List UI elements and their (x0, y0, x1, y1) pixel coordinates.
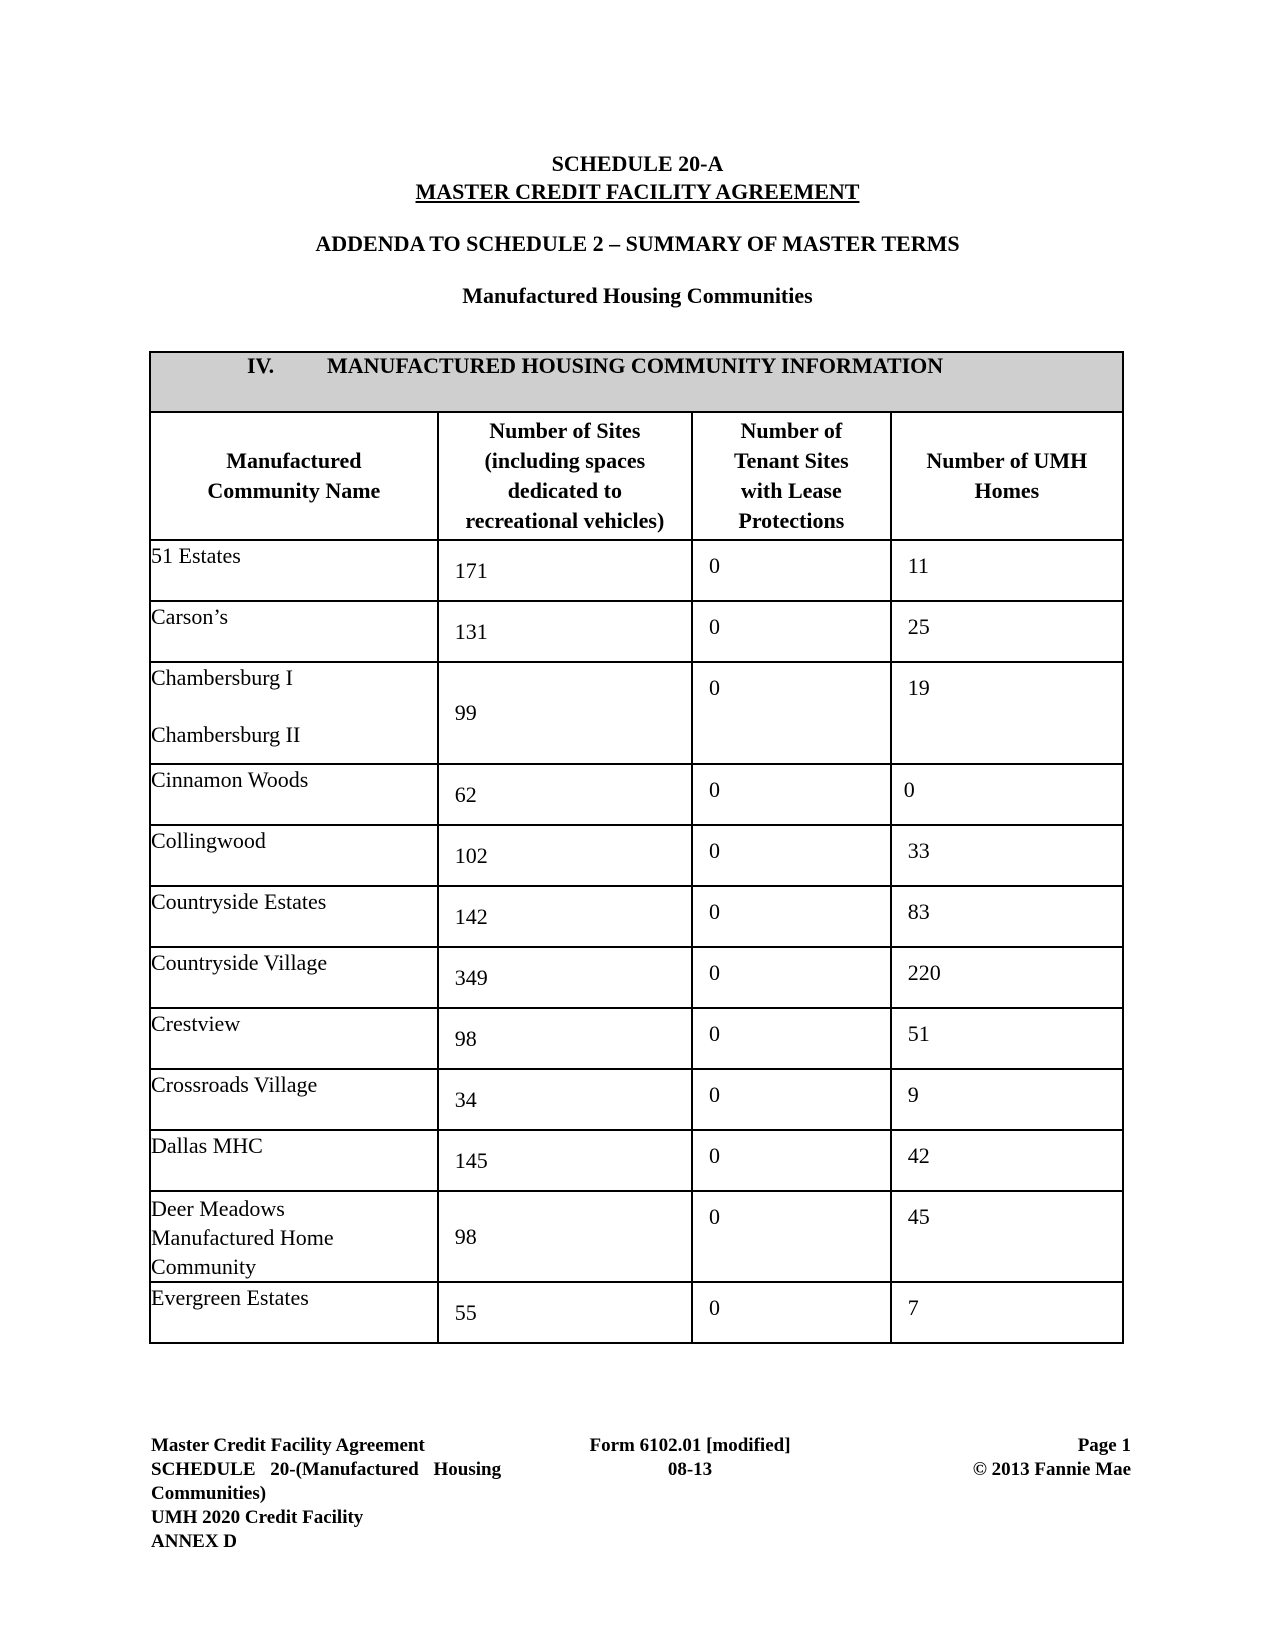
sites-count: 349 (438, 947, 692, 1008)
umh-homes-count: 11 (891, 540, 1123, 601)
sites-count: 34 (438, 1069, 692, 1130)
umh-homes-count: 0 (891, 764, 1123, 825)
section-header-row (150, 352, 1123, 412)
sites-count: 145 (438, 1130, 692, 1191)
col-header-name: Manufactured Community Name (150, 412, 438, 540)
copyright: © 2013 Fannie Mae (972, 1459, 1131, 1480)
table-row (150, 764, 1123, 825)
footer-facility: UMH 2020 Credit Facility (151, 1507, 364, 1528)
community-name: Countryside Village (150, 947, 438, 1008)
table-row (150, 662, 1123, 764)
community-name: Deer Meadows Manufactured Home Community (150, 1191, 438, 1282)
tenant-sites-count: 0 (692, 947, 891, 1008)
tenant-sites-count: 0 (692, 1008, 891, 1069)
community-table (149, 351, 1124, 1344)
agreement-title: MASTER CREDIT FACILITY AGREEMENT (415, 179, 860, 204)
table-row (150, 540, 1123, 601)
col-header-umh-homes: Number of UMH Homes (891, 412, 1123, 540)
table-row (150, 1282, 1123, 1343)
table-row (150, 1069, 1123, 1130)
tenant-sites-count: 0 (692, 1130, 891, 1191)
footer-right (880, 1434, 1131, 1482)
column-header-row (150, 412, 1123, 540)
col-header-tenant-sites: Number of Tenant Sites with Lease Protections (692, 412, 891, 540)
sites-count: 98 (438, 1008, 692, 1069)
sites-count: 102 (438, 825, 692, 886)
addenda-title: ADDENDA TO SCHEDULE 2 – SUMMARY OF MASTER TERMS (315, 231, 960, 256)
table-row (150, 1130, 1123, 1191)
umh-homes-count: 42 (891, 1130, 1123, 1191)
footer-form-number: Form 6102.01 [modified] (589, 1435, 791, 1456)
umh-homes-count: 25 (891, 601, 1123, 662)
table-row (150, 1191, 1123, 1282)
sites-count: 131 (438, 601, 692, 662)
community-name: Countryside Estates (150, 886, 438, 947)
tenant-sites-count: 0 (692, 764, 891, 825)
community-name: Crossroads Village (150, 1069, 438, 1130)
table-row (150, 601, 1123, 662)
umh-homes-count: 220 (891, 947, 1123, 1008)
umh-homes-count: 7 (891, 1282, 1123, 1343)
umh-homes-count: 19 (891, 662, 1123, 764)
section-number: IV. (247, 353, 275, 378)
table-row (150, 947, 1123, 1008)
community-name: Crestview (150, 1008, 438, 1069)
footer-center (560, 1434, 820, 1482)
table-row (150, 1008, 1123, 1069)
umh-homes-count: 45 (891, 1191, 1123, 1282)
footer-schedule: SCHEDULE 20-(Manufactured Housing (151, 1459, 502, 1480)
section-header (150, 352, 1123, 412)
tenant-sites-count: 0 (692, 1069, 891, 1130)
umh-homes-count: 83 (891, 886, 1123, 947)
community-name: Evergreen Estates (150, 1282, 438, 1343)
community-name: Dallas MHC (150, 1130, 438, 1191)
tenant-sites-count: 0 (692, 825, 891, 886)
sites-count: 98 (438, 1191, 692, 1282)
footer-agreement: Master Credit Facility Agreement (151, 1435, 425, 1456)
tenant-sites-count: 0 (692, 1282, 891, 1343)
sites-count: 55 (438, 1282, 692, 1343)
community-name: Chambersburg I Chambersburg II (150, 662, 438, 764)
footer-communities: Communities) (151, 1483, 267, 1504)
umh-homes-count: 51 (891, 1008, 1123, 1069)
footer-annex: ANNEX D (151, 1531, 238, 1552)
tenant-sites-count: 0 (692, 886, 891, 947)
footer-left (151, 1434, 551, 1554)
community-name: Cinnamon Woods (150, 764, 438, 825)
tenant-sites-count: 0 (692, 540, 891, 601)
tenant-sites-count: 0 (692, 1191, 891, 1282)
umh-homes-count: 33 (891, 825, 1123, 886)
umh-homes-count: 9 (891, 1069, 1123, 1130)
col-header-sites: Number of Sites (including spaces dedicated to recreational vehicles) (438, 412, 692, 540)
tenant-sites-count: 0 (692, 601, 891, 662)
community-name: 51 Estates (150, 540, 438, 601)
tenant-sites-count: 0 (692, 662, 891, 764)
community-name: Collingwood (150, 825, 438, 886)
sites-count: 171 (438, 540, 692, 601)
sites-count: 99 (438, 662, 692, 764)
sites-count: 62 (438, 764, 692, 825)
community-name: Carson’s (150, 601, 438, 662)
section-title: MANUFACTURED HOUSING COMMUNITY INFORMATION (327, 353, 944, 378)
sites-count: 142 (438, 886, 692, 947)
schedule-title: SCHEDULE 20-A (551, 151, 724, 176)
table-row (150, 825, 1123, 886)
document-subtitle: Manufactured Housing Communities (462, 283, 813, 308)
table-row (150, 886, 1123, 947)
page-number: Page 1 (1077, 1435, 1131, 1456)
footer-form-date: 08-13 (667, 1459, 713, 1480)
